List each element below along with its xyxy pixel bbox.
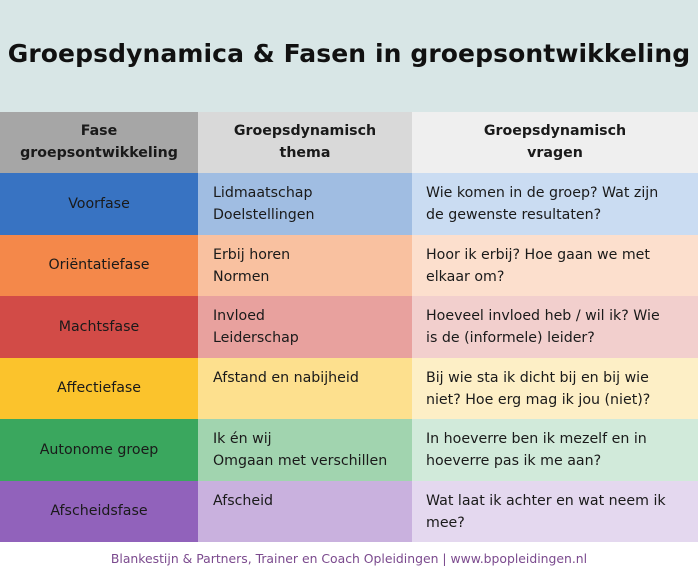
phase-label: Afscheidsfase	[50, 503, 148, 520]
theme-line: Ik én wij	[213, 431, 272, 447]
phases-table	[0, 112, 698, 542]
question-line: niet? Hoe erg mag ik jou (niet)?	[426, 391, 651, 408]
page-title: Groepsdynamica & Fasen in groepsontwikkeling	[7, 38, 691, 68]
question-line: de gewenste resultaten?	[426, 207, 602, 223]
column-header-line: groepsontwikkeling	[20, 144, 178, 161]
question-cell	[412, 173, 698, 235]
theme-line: Omgaan met verschillen	[213, 453, 388, 469]
question-line: is de (informele) leider?	[426, 330, 595, 346]
column-header-line: thema	[279, 144, 331, 161]
theme-cell	[198, 235, 412, 297]
question-line: hoeverre pas ik me aan?	[426, 453, 602, 469]
theme-cell	[198, 173, 412, 235]
phase-label: Machtsfase	[58, 318, 140, 335]
column-header-line: Groepsdynamisch	[483, 123, 627, 140]
column-header-line: Groepsdynamisch	[233, 123, 377, 140]
theme-line: Lidmaatschap	[213, 185, 313, 201]
footer-credit: Blankestijn & Partners, Trainer en Coach Opleidingen | www.bpopleidingen.nl	[110, 551, 588, 566]
question-line: Bij wie sta ik dicht bij en bij wie	[426, 369, 649, 386]
table-row	[0, 235, 698, 297]
question-line: In hoeverre ben ik mezelf en in	[426, 431, 647, 447]
phase-cell	[0, 419, 198, 481]
question-line: elkaar om?	[426, 268, 505, 285]
theme-line: Normen	[213, 268, 270, 285]
theme-line: Invloed	[213, 308, 265, 324]
theme-line: Leiderschap	[213, 330, 299, 346]
table-header-row	[0, 112, 698, 173]
theme-line: Afstand en nabijheid	[213, 369, 359, 386]
phase-label: Affectiefase	[56, 380, 142, 397]
question-line: Wat laat ik achter en wat neem ik	[426, 492, 666, 509]
theme-cell	[198, 358, 412, 420]
question-line: Hoeveel invloed heb / wil ik? Wie	[426, 308, 660, 324]
question-cell	[412, 235, 698, 297]
question-line: mee?	[426, 514, 465, 531]
question-line: Hoor ik erbij? Hoe gaan we met	[426, 246, 650, 263]
title-banner	[0, 0, 698, 112]
table-row	[0, 481, 698, 543]
theme-cell	[198, 481, 412, 543]
theme-line: Afscheid	[213, 492, 274, 509]
phase-cell	[0, 296, 198, 358]
question-cell	[412, 358, 698, 420]
phase-label: Oriëntatiefase	[48, 257, 150, 274]
question-cell	[412, 419, 698, 481]
phase-cell	[0, 173, 198, 235]
theme-cell	[198, 296, 412, 358]
table-row	[0, 419, 698, 481]
theme-cell	[198, 419, 412, 481]
column-header-line: vragen	[527, 144, 583, 161]
column-header-questions	[412, 112, 698, 173]
phase-label: Autonome groep	[39, 441, 159, 458]
phase-cell	[0, 358, 198, 420]
question-cell	[412, 296, 698, 358]
question-line: Wie komen in de groep? Wat zijn	[426, 185, 659, 201]
phase-cell	[0, 481, 198, 543]
theme-line: Erbij horen	[213, 246, 291, 263]
theme-line: Doelstellingen	[213, 207, 315, 223]
column-header-phase	[0, 112, 198, 173]
column-header-theme	[198, 112, 412, 173]
phase-label: Voorfase	[68, 195, 130, 212]
column-header-line: Fase	[80, 123, 118, 140]
question-cell	[412, 481, 698, 543]
table-row	[0, 296, 698, 358]
table-row	[0, 358, 698, 420]
table-row	[0, 173, 698, 235]
phase-cell	[0, 235, 198, 297]
